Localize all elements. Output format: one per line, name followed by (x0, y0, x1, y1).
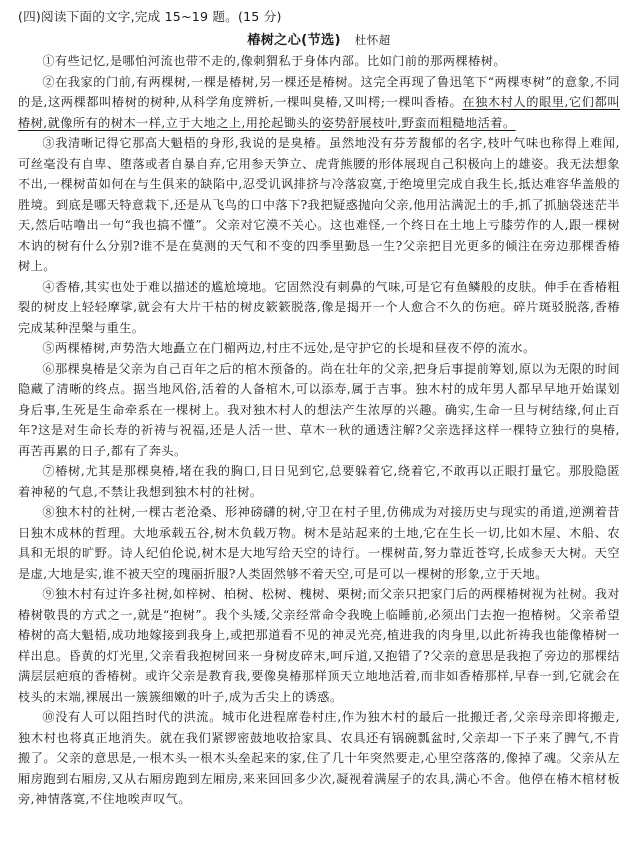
paragraph-3: ③我清晰记得它那高大魁梧的身形,我说的是臭椿。虽然地没有芬芳馥郁的名字,枝叶气味也称得上难闻,可丝毫没有自卑、堕落或者自暴自弃,它用参天笋立、虎背熊腰的形体展现自己积极向上的雄姿。我无法想象不出,一棵树苗如何在与生俱来的缺陷中,忍受讥讽排挤与冷落寂寞,于绝境里完成自我生长,抵达难容华盖般的胜境。到底是哪天特意栽下,还是从飞鸟的口中落下?我把疑惑抛向父亲,他用沾满泥土的手,抓了抓脑袋迷茫半天,然后咕噜出一句“我也搞不懂”。父亲对它漠不关心。这也难怪,一个终日在土地上亏膝劳作的人,跟一棵树木讷的树有什么分别?谁不是在莫测的天气和不变的四季里勤恳一生?父亲把目光更多的倾注在旁边那棵香椿树上。 (18, 136, 620, 273)
article-header (18, 29, 620, 51)
underlined-sentence: 在独木村人的眼里,它们都叫椿树,就像所有的树木一样,立于大地之上,用抡起锄头的姿势舒展枝叶,野蛮而粗糙地活着。 (18, 95, 620, 130)
article-body (18, 51, 620, 810)
section-heading: (四)阅读下面的文字,完成 15~19 题。(15 分) (18, 9, 282, 24)
article-author: 杜怀超 (354, 33, 391, 47)
article-title: 椿树之心(节选) (247, 33, 341, 48)
paragraph-5: ⑤两棵椿树,声势浩大地矗立在门楣两边,村庄不远处,是守护它的长堤和昼夜不停的流水。 (42, 341, 536, 355)
paragraph-9: ⑨独木村有过许多社树,如梓树、柏树、松树、槐树、栗树;而父亲只把家门后的两棵椿树视为社树。我对椿树敬畏的方式之一,就是“抱树”。我个头矮,父亲经常命令我晚上临睡前,必须出门去抱一抱椿树。父亲希望椿树的高大魁梧,成功地嫁接到我身上,或把那道看不见的神灵光亮,植进我的肉身里,以此祈祷我也能像椿树一样出息。昏黄的灯光里,父亲看我抱树回来一身树皮碎末,呵斥道,又抱错了?父亲的意思是我抱了旁边的那棵结满层层疤痕的香椿树。或许父亲是教育我,要像臭椿那样顶天立地地活着,而非如香椿那样,早春一到,它就会在枝头的末端,裸展出一簇簇细嫩的叶子,成为舌尖上的诱惑。 (18, 587, 620, 704)
paragraph-4: ④香椿,其实也处于难以描述的尴尬境地。它固然没有刺鼻的气味,可是它有鱼鳞般的皮肤。伸手在香椿粗裂的树皮上轻轻摩挲,就会有大片干枯的树皮簌簌脱落,像是揭开一个人愈合不久的伤疤。碎片斑驳脱落,香椿完成某种涅槃与重生。 (18, 279, 620, 335)
paragraph-10: ⑩没有人可以阻挡时代的洪流。城市化进程席卷村庄,作为独木村的最后一批搬迁者,父亲母亲即将搬走,独木村也将真正地消失。就在我们紧锣密鼓地收拾家具、农具还有锅碗瓢盆时,父亲却一下子来了脾气,不肯搬了。父亲的意思是,一根木头一根木头垒起来的家,住了几十年突然要走,心里空落落的,像掉了魂。父亲从左厢房跑到右厢房,又从右厢房跑到左厢房,来来回回多少次,凝视着满屋子的农具,满心不舍。他停在椿木棺材板旁,神情落寞,不住地唉声叹气。 (18, 710, 620, 806)
paragraph-8: ⑧独木村的社树,一棵古老沧桑、形神磅礴的树,守卫在村子里,仿佛成为对接历史与现实的甬道,逆溯着昔日独木成林的哲理。大地承载五谷,树木负载万物。树木是站起来的土地,它在生长一切,比如木屋、木船、农具和无垠的旷野。诗人纪伯伦说,树木是大地写给天空的诗行。一棵树苗,努力靠近苍穹,长成参天大树。天空是虚,大地是实,谁不被天空的瑰丽折服?人类固然够不着天空,可是可以一棵树的形象,立于天地。 (18, 505, 620, 581)
paragraph-2 (18, 72, 620, 134)
paragraph-6: ⑥那棵臭椿是父亲为自己百年之后的棺木预备的。尚在壮年的父亲,把身后事提前筹划,原以为无限的时间隐藏了清晰的终点。据当地风俗,活着的人备棺木,可以添寿,属于吉事。独木村的成年男人都早早地开始谋划身后事,生死是生命牵系在一棵树上。我对独木村人的想法产生浓厚的兴趣。确实,生命一旦与树结缘,何止百年?这是对生命长寿的祈祷与祝福,还是人活一世、草木一秋的通透注解?父亲选择这样一棵特立独行的臭椿,再苦再累的日子,都有了奔头。 (18, 361, 620, 458)
paragraph-1: ①有些记忆,是哪怕河流也带不走的,像刺猬私于身体内部。比如门前的那两棵椿树。 (42, 54, 506, 68)
paragraph-2-text: ②在我家的门前,有两棵树,一棵是椿树,另一棵还是椿树。这完全再现了鲁迅笔下“两棵枣树”的意象,不同的是,这两棵都叫椿树的树种,从科学角度辨析,一棵叫臭椿,又叫樗;一棵叫香椿。 (18, 74, 620, 109)
paragraph-7: ⑦椿树,尤其是那棵臭椿,堵在我的胸口,日日见到它,总要躲着它,绕着它,不敢再以正眼打量它。那股隐匿着神秘的气息,不禁让我想到独木村的社树。 (18, 464, 620, 499)
